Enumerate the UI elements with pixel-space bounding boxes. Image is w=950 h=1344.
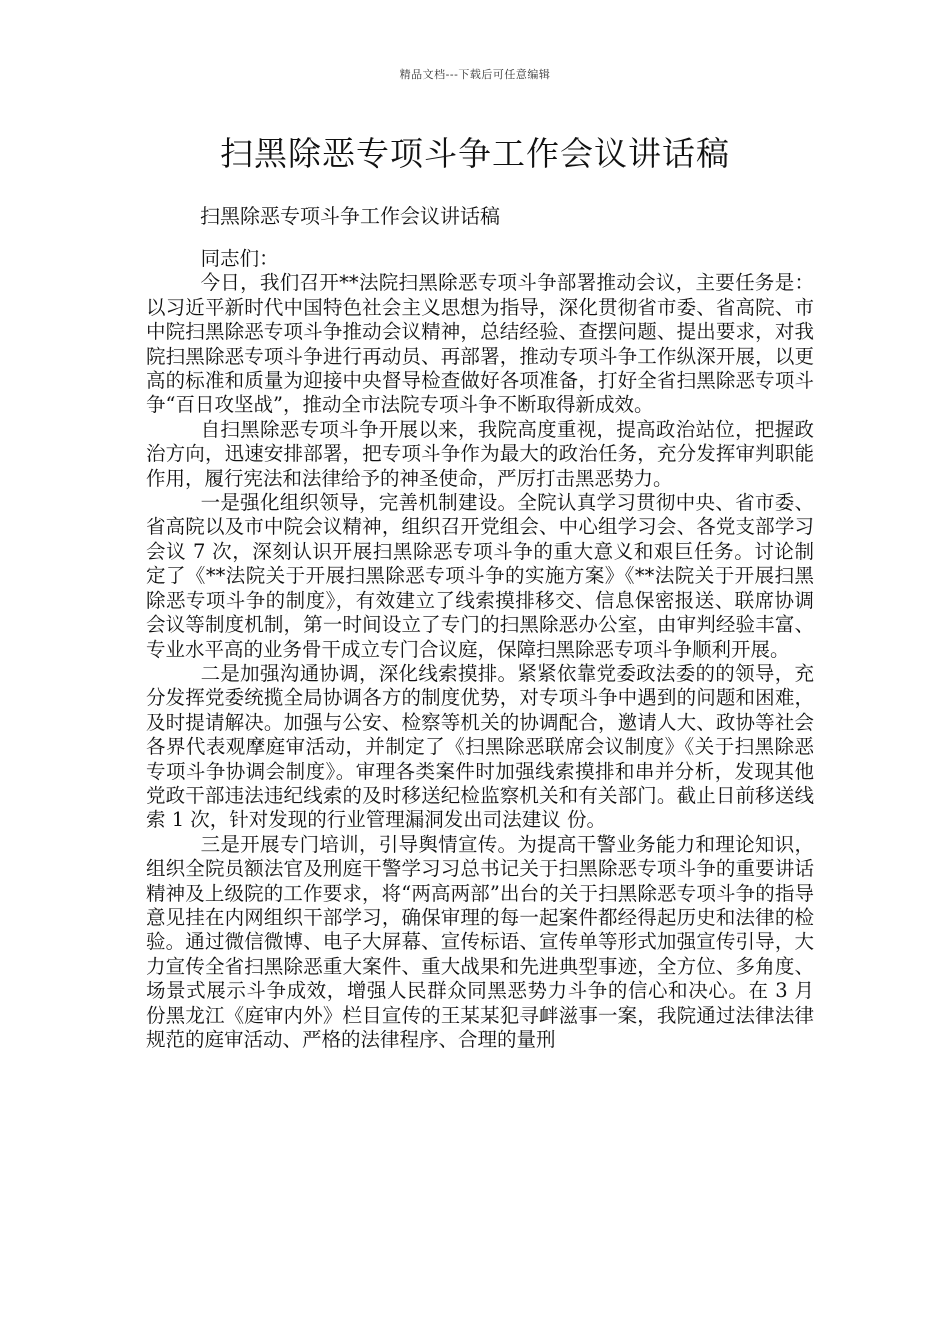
document-body bbox=[146, 247, 814, 1052]
header-note: 精品文档---下载后可任意编辑 bbox=[399, 68, 551, 81]
paragraph: 一是强化组织领导，完善机制建设。全院认真学习贯彻中央、省市委、省高院以及市中院会议精神，组织召开党组会、中心组学习会、各党支部学习会议 7 次，深刻认识开展扫黑除恶专项斗争的重大意义和艰巨任务。讨论制定了《**法院关于开展扫黑除恶专项斗争的实施方案》《**法院关于开展扫黑除恶专项斗争的制度》，有效建立了线索摸排移交、信息保密报送、联席协调会议等制度机制，第一时间设立了专门的扫黑除恶办公室，由审判经验丰富、专业水平高的业务骨干成立专门合议庭，保障扫黑除恶专项斗争顺利开展。 bbox=[146, 491, 814, 661]
paragraph: 今日，我们召开**法院扫黑除恶专项斗争部署推动会议，主要任务是：以习近平新时代中国特色社会主义思想为指导，深化贯彻省市委、省高院、市中院扫黑除恶专项斗争推动会议精神，总结经验、查摆问题、提出要求，对我院扫黑除恶专项斗争进行再动员、再部署，推动专项斗争工作纵深开展，以更高的标准和质量为迎接中央督导检查做好各项准备，打好全省扫黑除恶专项斗争“百日攻坚战”，推动全市法院专项斗争不断取得新成效。 bbox=[146, 271, 814, 417]
document-subtitle: 扫黑除恶专项斗争工作会议讲话稿 bbox=[200, 204, 500, 228]
salutation: 同志们： bbox=[200, 247, 279, 270]
document-title: 扫黑除恶专项斗争工作会议讲话稿 bbox=[220, 134, 730, 173]
paragraph: 自扫黑除恶专项斗争开展以来，我院高度重视，提高政治站位，把握政治方向，迅速安排部署，把专项斗争作为最大的政治任务，充分发挥审判职能作用，履行宪法和法律给予的神圣使命，严厉打击黑恶势力。 bbox=[146, 417, 814, 490]
paragraph: 三是开展专门培训，引导舆情宣传。为提高干警业务能力和理论知识，组织全院员额法官及刑庭干警学习习总书记关于扫黑除恶专项斗争的重要讲话精神及上级院的工作要求，将“两高两部”出台的关于扫黑除恶专项斗争的指导意见挂在内网组织干部学习，确保审理的每一起案件都经得起历史和法律的检验。通过微信微博、电子大屏幕、宣传标语、宣传单等形式加强宣传引导，大力宣传全省扫黑除恶重大案件、重大战果和先进典型事迹，全方位、多角度、场景式展示斗争成效，增强人民群众同黑恶势力斗争的信心和决心。在 3 月份黑龙江《庭审内外》栏目宣传的王某某犯寻衅滋事一案，我院通过法律法律规范的庭审活动、严格的法律程序、合理的量刑 bbox=[146, 832, 814, 1051]
paragraph: 二是加强沟通协调，深化线索摸排。紧紧依靠党委政法委的的领导，充分发挥党委统揽全局协调各方的制度优势，对专项斗争中遇到的问题和困难，及时提请解决。加强与公安、检察等机关的协调配合，邀请人大、政协等社会各界代表观摩庭审活动，并制定了《扫黑除恶联席会议制度》《关于扫黑除恶专项斗争协调会制度》。审理各类案件时加强线索摸排和串并分析，发现其他党政干部违法违纪线索的及时移送纪检监察机关和有关部门。截止日前移送线索 1 次，针对发现的行业管理漏洞发出司法建议 份。 bbox=[146, 661, 814, 832]
